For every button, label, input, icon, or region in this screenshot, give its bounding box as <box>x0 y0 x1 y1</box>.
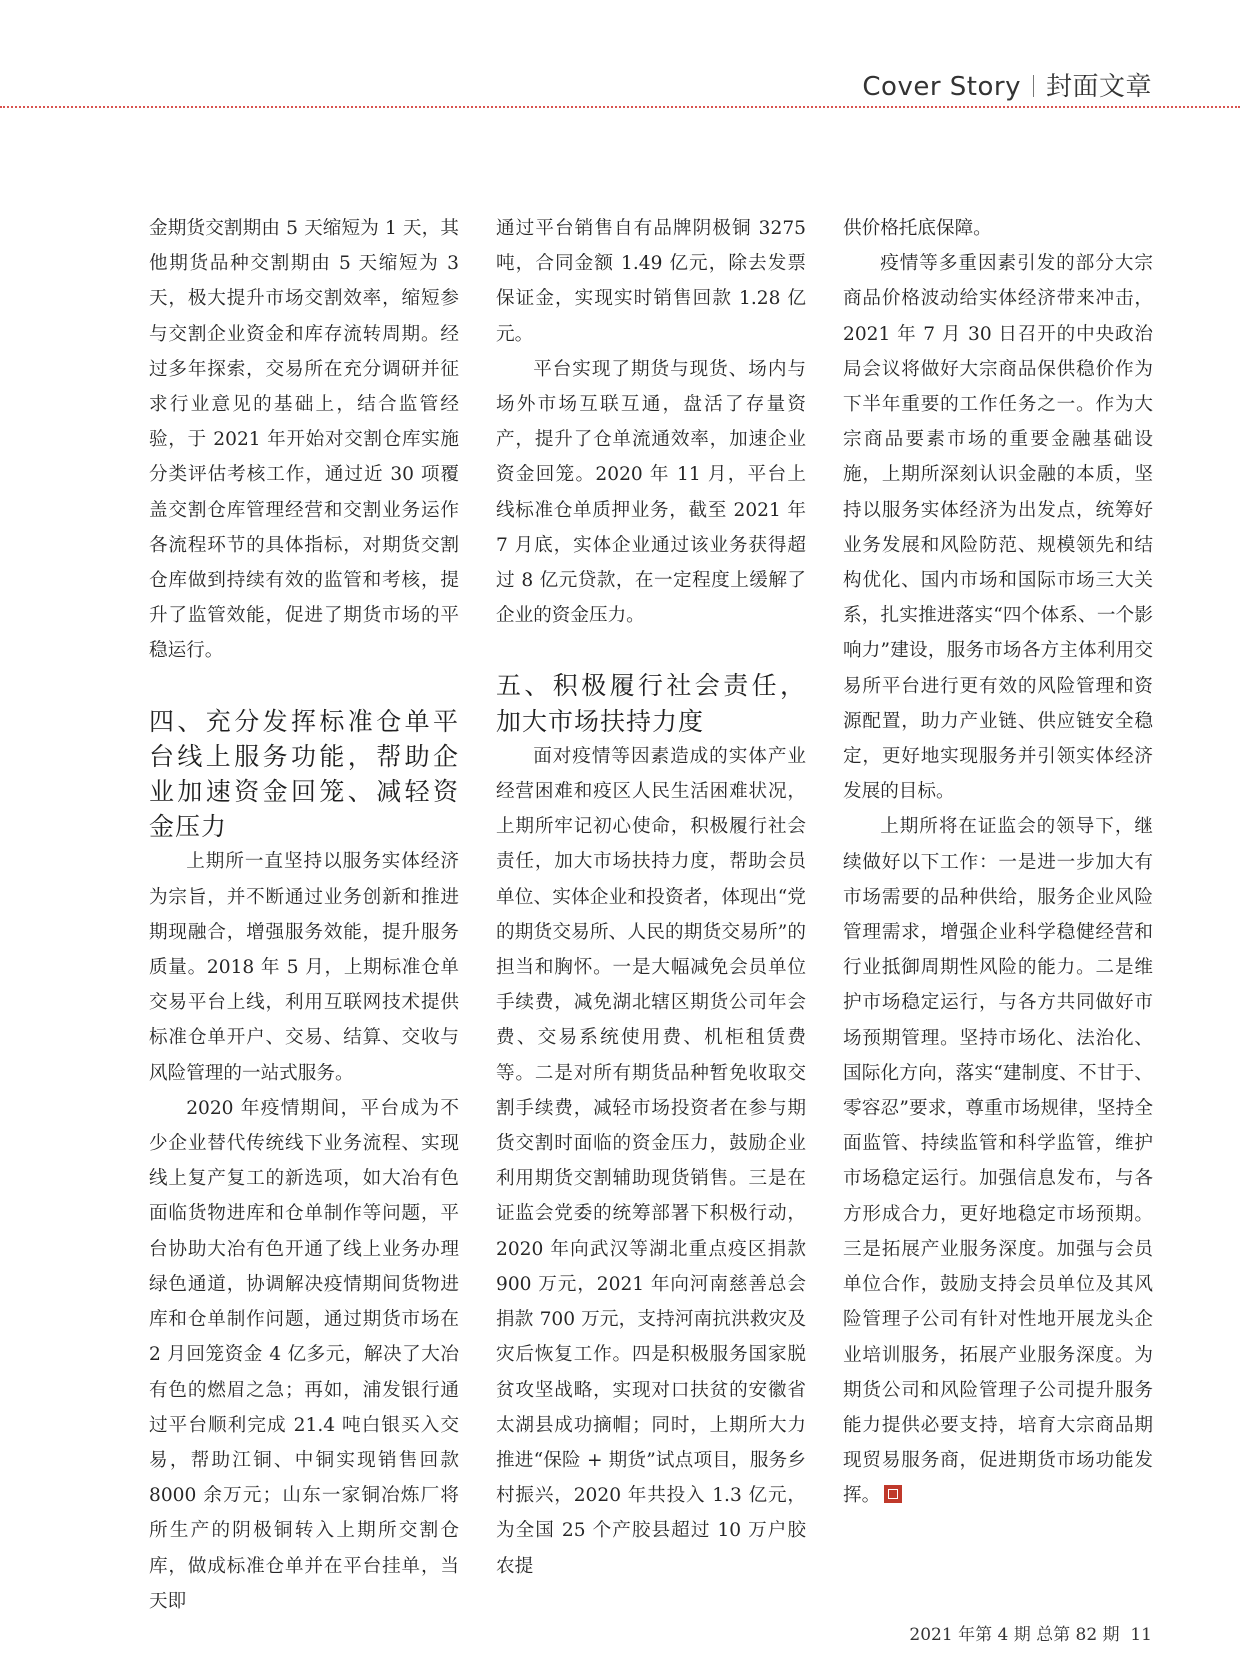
paragraph: 金期货交割期由 5 天缩短为 1 天，其他期货品种交割期由 5 天缩短为 3 天，极大提升市场交割效率，缩短参与交割企业资金和库存流转周期。经过多年探索，交易所在充分调研并征求行业意见的基础上，结合监管经验，于 2021 年开始对交割仓库实施分类评估考核工作，通过近 30 项覆盖交割仓库管理经营和交割业务运作各流程环节的具体指标，对期货交割仓库做到持续有效的监管和考核，提升了监管效能，促进了期货市场的平稳运行。 <box>149 218 459 662</box>
paragraph-text: 上期所将在证监会的领导下，继续做好以下工作：一是进一步加大有市场需要的品种供给，服务企业风险管理需求，增强企业科学稳健经营和行业抵御周期性风险的能力。二是维护市场稳定运行，与各方共同做好市场预期管理。坚持市场化、法治化、国际化方向，落实“建制度、不甘于、零容忍”要求，尊重市场规律，坚持全面监管、持续监管和科学监管，维护市场稳定运行。加强信息发布，与各方形成合力，更好地稳定市场预期。三是拓展产业服务深度。加强与会员单位合作，鼓励支持会员单位及其风险管理子公司有针对性地开展龙头企业培训服务，拓展产业服务深度。为期货公司和风险管理子公司提升服务能力提供必要支持，培育大宗商品期现贸易服务商，促进期货市场功能发挥。 <box>843 816 1153 1507</box>
paragraph <box>843 809 1153 1513</box>
paragraph: 平台实现了期货与现货、场内与场外市场互联互通，盘活了存量资产，提升了仓单流通效率，加速企业资金回笼。2020 年 11 月，平台上线标准仓单质押业务，截至 2021 年 7 月底，实体企业通过该业务获得超过 8 亿元贷款，在一定程度上缓解了企业的资金压力。 <box>496 358 806 627</box>
paragraph: 面对疫情等因素造成的实体产业经营困难和疫区人民生活困难状况，上期所牢记初心使命，积极履行社会责任，加大市场扶持力度，帮助会员单位、实体企业和投资者，体现出“党的期货交易所、人民的期货交易所”的担当和胸怀。一是大幅减免会员单位手续费，减免湖北辖区期货公司年会费、交易系统使用费、机柜租赁费等。二是对所有期货品种暂免收取交割手续费，减轻市场投资者在参与期货交割时面临的资金压力，鼓励企业利用期货交割辅助现货销售。三是在证监会党委的统筹部署下积极行动，2020 年向武汉等湖北重点疫区捐款 900 万元，2021 年向河南慈善总会捐款 700 万元，支持河南抗洪救灾及灾后恢复工作。四是积极服务国家脱贫攻坚战略，实现对口扶贫的安徽省太湖县成功摘帽；同时，上期所大力推进“保险 + 期货”试点项目，服务乡村振兴，2020 年共投入 1.3 亿元，为全国 25 个产胶县超过 10 万户胶农提 <box>496 745 806 1577</box>
page-header <box>862 66 1152 103</box>
text-column-3 <box>843 211 1153 1514</box>
paragraph: 上期所一直坚持以服务实体经济为宗旨，并不断通过业务创新和推进期现融合，增强服务效能，提升服务质量。2018 年 5 月，上期标准仓单交易平台上线，利用互联网技术提供标准仓单开户、交易、结算、交收与风险管理的一站式服务。 <box>149 851 459 1084</box>
header-dotted-rule <box>0 106 1240 108</box>
paragraph: 供价格托底保障。 <box>843 218 992 239</box>
article-end-icon <box>884 1485 902 1503</box>
section-heading-4: 四、充分发挥标准仓单平台线上服务功能，帮助企业加速资金回笼、减轻资金压力 <box>149 706 459 842</box>
paragraph: 疫情等多重因素引发的部分大宗商品价格波动给实体经济带来冲击，2021 年 7 月 30 日召开的中央政治局会议将做好大宗商品保供稳价作为下半年重要的工作任务之一。作为大宗商品要素市场的重要金融基础设施，上期所深刻认识金融的本质，坚持以服务实体经济为出发点，统筹好业务发展和风险防范、规模领先和结构优化、国内市场和国际市场三大关系，扎实推进落实“四个体系、一个影响力”建设，服务市场各方主体利用交易所平台进行更有效的风险管理和资源配置，助力产业链、供应链安全稳定，更好地实现服务并引领实体经济发展的目标。 <box>843 253 1153 803</box>
section-heading-5: 五、积极履行社会责任，加大市场扶持力度 <box>496 671 806 736</box>
page-number: 11 <box>1130 1625 1152 1645</box>
page-footer <box>909 1620 1152 1645</box>
section-title-en: Cover Story <box>862 72 1021 102</box>
header-divider <box>1033 75 1034 97</box>
issue-info: 2021 年第 4 期 总第 82 期 <box>909 1625 1120 1645</box>
paragraph: 通过平台销售自有品牌阴极铜 3275 吨，合同金额 1.49 亿元，除去发票保证金，实现实时销售回款 1.28 亿元。 <box>496 218 806 345</box>
text-column-2 <box>496 211 806 1584</box>
text-column-1 <box>149 211 459 1619</box>
section-title-cn: 封面文章 <box>1045 72 1152 102</box>
paragraph: 2020 年疫情期间，平台成为不少企业替代传统线下业务流程、实现线上复产复工的新选项，如大冶有色面临货物进库和仓单制作等问题，平台协助大冶有色开通了线上业务办理绿色通道，协调解决疫情期间货物进库和仓单制作问题，通过期货市场在 2 月回笼资金 4 亿多元，解决了大冶有色的燃眉之急；再如，浦发银行通过平台顺利完成 21.4 吨白银买入交易，帮助江铜、中铜实现销售回款 8000 余万元；山东一家铜冶炼厂将所生产的阴极铜转入上期所交割仓库，做成标准仓单并在平台挂单，当天即 <box>149 1097 459 1612</box>
